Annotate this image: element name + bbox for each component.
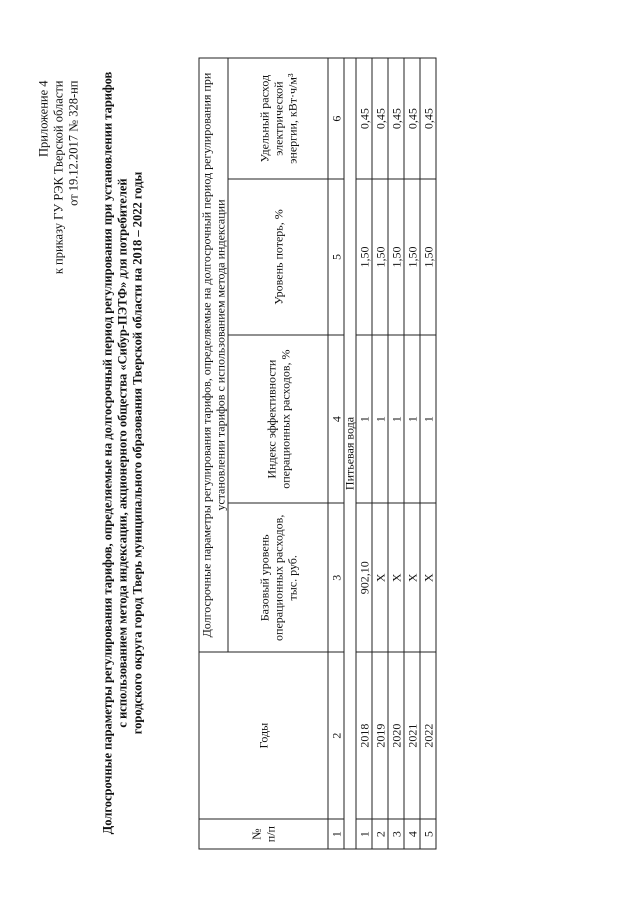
cell-energy: 0,45 <box>420 58 436 179</box>
column-number: 6 <box>328 58 344 179</box>
table-row <box>388 58 404 849</box>
cell-base: X <box>372 503 388 652</box>
header-loss-level: Уровень потерь, % <box>228 179 328 335</box>
header-energy-consumption: Удельный расход электрической энергии, кВт·ч/м³ <box>228 58 328 179</box>
cell-loss: 1,50 <box>372 179 388 335</box>
cell-no: 1 <box>356 819 372 849</box>
title-line-3: городского округа город Тверь муниципального образования Тверской области на 2018 – 2022 годы <box>130 171 144 734</box>
cell-no: 2 <box>372 819 388 849</box>
header-row-1 <box>199 58 228 849</box>
header-no: № п/п <box>199 819 328 849</box>
column-number: 3 <box>328 503 344 652</box>
table-row <box>372 58 388 849</box>
cell-energy: 0,45 <box>356 58 372 179</box>
header-base-level: Базовый уровень операционных расходов, тыс. руб. <box>228 503 328 652</box>
cell-index: 1 <box>420 334 436 503</box>
cell-year: 2019 <box>372 652 388 819</box>
cell-energy: 0,45 <box>388 58 404 179</box>
cell-energy: 0,45 <box>372 58 388 179</box>
column-numbers-row <box>328 58 344 849</box>
cell-year: 2021 <box>404 652 420 819</box>
column-number: 5 <box>328 179 344 335</box>
column-number: 1 <box>328 819 344 849</box>
section-label: Питьевая вода <box>344 58 356 849</box>
appendix-date: от 19.12.2017 № 328-нп <box>66 80 80 206</box>
cell-loss: 1,50 <box>356 179 372 335</box>
column-number: 4 <box>328 334 344 503</box>
appendix-number: Приложение 4 <box>36 80 50 157</box>
table-row <box>356 58 372 849</box>
cell-index: 1 <box>388 334 404 503</box>
cell-year: 2020 <box>388 652 404 819</box>
cell-no: 5 <box>420 819 436 849</box>
appendix-order: к приказу ГУ РЭК Тверской области <box>51 80 65 274</box>
document-title <box>100 0 145 905</box>
cell-year: 2018 <box>356 652 372 819</box>
header-year: Годы <box>199 652 328 819</box>
cell-base: X <box>404 503 420 652</box>
column-number: 2 <box>328 652 344 819</box>
cell-index: 1 <box>404 334 420 503</box>
section-row <box>344 58 356 849</box>
cell-base: X <box>388 503 404 652</box>
cell-no: 4 <box>404 819 420 849</box>
appendix-header <box>36 80 81 274</box>
cell-loss: 1,50 <box>404 179 420 335</box>
title-line-2: с использованием метода индексации, акционерного общества «Сибур-ПЭТФ» для потребителей <box>115 177 129 728</box>
cell-year: 2022 <box>420 652 436 819</box>
table-row <box>404 58 420 849</box>
cell-energy: 0,45 <box>404 58 420 179</box>
table-row <box>420 58 436 849</box>
header-efficiency-index: Индекс эффективности операционных расходов, % <box>228 334 328 503</box>
cell-index: 1 <box>356 334 372 503</box>
cell-base: X <box>420 503 436 652</box>
cell-index: 1 <box>372 334 388 503</box>
header-group: Долгосрочные параметры регулирования тарифов, определяемые на долгосрочный период регулирования при установлении тарифов с использованием метода индексации <box>199 58 228 652</box>
tariff-parameters-table <box>198 57 436 849</box>
title-line-1: Долгосрочные параметры регулирования тарифов, определяемые на долгосрочный период регулирования при установлении тарифов <box>100 71 114 834</box>
cell-loss: 1,50 <box>420 179 436 335</box>
cell-loss: 1,50 <box>388 179 404 335</box>
cell-base: 902,10 <box>356 503 372 652</box>
cell-no: 3 <box>388 819 404 849</box>
